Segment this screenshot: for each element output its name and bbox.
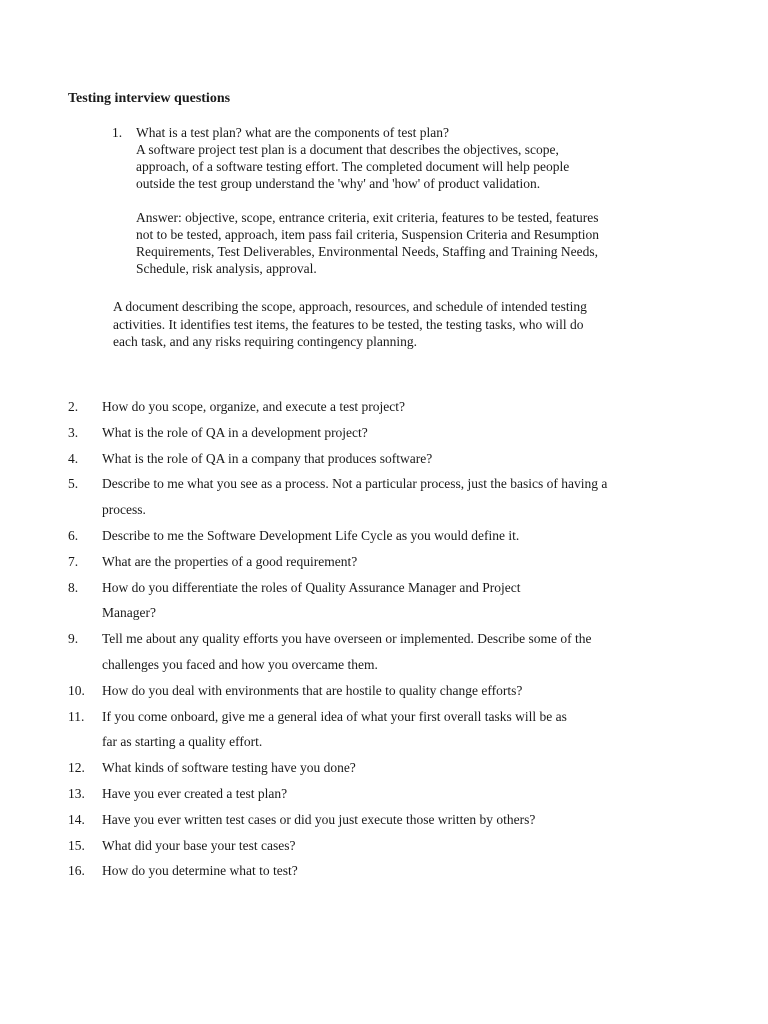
list-item (68, 781, 607, 807)
question-number: 2. (68, 399, 79, 414)
question-text: What is the role of QA in a development project? (102, 424, 368, 440)
list-item (68, 575, 607, 627)
question-text: How do you scope, organize, and execute a test project? (102, 399, 406, 414)
question-number: 15. (68, 837, 85, 853)
list-item (68, 678, 607, 704)
question-number: 13. (68, 785, 85, 801)
list-item (68, 807, 607, 833)
paragraph-gap (136, 192, 599, 209)
question-text: Have you ever written test cases or did you just execute those written by others? (102, 811, 536, 827)
question-text: What is a test plan? what are the components of test plan? (136, 125, 450, 140)
question-number: 6. (68, 527, 79, 543)
list-item (68, 523, 607, 549)
question-text: Describe to me what you see as a process. Not a particular process, just the basics of having a (102, 476, 608, 492)
question-text: Have you ever created a test plan? (102, 785, 288, 801)
list-item (68, 394, 607, 420)
question-number: 11. (68, 708, 85, 724)
question-text: Describe to me the Software Development Life Cycle as you would define it. (102, 527, 520, 543)
definition-line: each task, and any risks requiring contingency planning. (113, 334, 418, 349)
list-item (68, 471, 607, 523)
definition-line: activities. It identifies test items, the features to be tested, the testing tasks, who will do (113, 316, 584, 332)
test-plan-definition (113, 298, 587, 351)
list-item (68, 420, 607, 446)
question-text: What are the properties of a good requirement? (102, 553, 358, 569)
question-number: 3. (68, 424, 79, 440)
question-number: 4. (68, 450, 79, 466)
question-text: How do you differentiate the roles of Quality Assurance Manager and Project (102, 579, 521, 595)
answer-text-line: A software project test plan is a document that describes the objectives, scope, (136, 142, 559, 157)
question-text: What kinds of software testing have you done? (102, 760, 356, 776)
question-list (68, 394, 607, 884)
question-text-continued: Manager? (102, 605, 156, 621)
answer-text-line: approach, of a software testing effort. The completed document will help people (136, 159, 570, 174)
question-1-block (112, 124, 599, 277)
answer-text-line: not to be tested, approach, item pass fail criteria, Suspension Criteria and Resumption (136, 227, 600, 242)
question-number: 12. (68, 760, 85, 776)
question-number: 1. (112, 125, 123, 140)
question-text: Tell me about any quality efforts you have overseen or implemented. Describe some of the (102, 631, 592, 647)
question-text-continued: challenges you faced and how you overcame them. (102, 656, 378, 672)
question-number: 8. (68, 579, 79, 595)
question-text: If you come onboard, give me a general idea of what your first overall tasks will be as (102, 708, 567, 724)
question-text: What did your base your test cases? (102, 837, 296, 853)
question-text: How do you deal with environments that are hostile to quality change efforts? (102, 682, 523, 698)
page-title: Testing interview questions (68, 91, 231, 106)
answer-text-line: Answer: objective, scope, entrance criteria, exit criteria, features to be tested, features (136, 210, 599, 225)
question-number: 14. (68, 811, 85, 827)
list-item (68, 549, 607, 575)
question-text: What is the role of QA in a company that produces software? (102, 450, 433, 466)
definition-line: A document describing the scope, approach, resources, and schedule of intended testing (113, 299, 587, 314)
list-item (68, 704, 607, 756)
question-number: 5. (68, 476, 79, 492)
list-item (68, 446, 607, 472)
question-number: 7. (68, 553, 79, 569)
question-text-continued: process. (102, 502, 146, 518)
list-item (68, 755, 607, 781)
answer-text-line: Requirements, Test Deliverables, Environmental Needs, Staffing and Training Needs, (136, 244, 598, 259)
list-item (68, 626, 607, 678)
question-text: How do you determine what to test? (102, 863, 298, 879)
answer-text-line: Schedule, risk analysis, approval. (136, 261, 317, 276)
list-item (68, 833, 607, 859)
question-number: 16. (68, 863, 85, 879)
question-number: 9. (68, 631, 79, 647)
list-item (68, 858, 607, 884)
question-text-continued: far as starting a quality effort. (102, 734, 263, 750)
question-number: 10. (68, 682, 85, 698)
list-item (112, 124, 599, 277)
answer-text-line: outside the test group understand the 'why' and 'how' of product validation. (136, 176, 541, 191)
